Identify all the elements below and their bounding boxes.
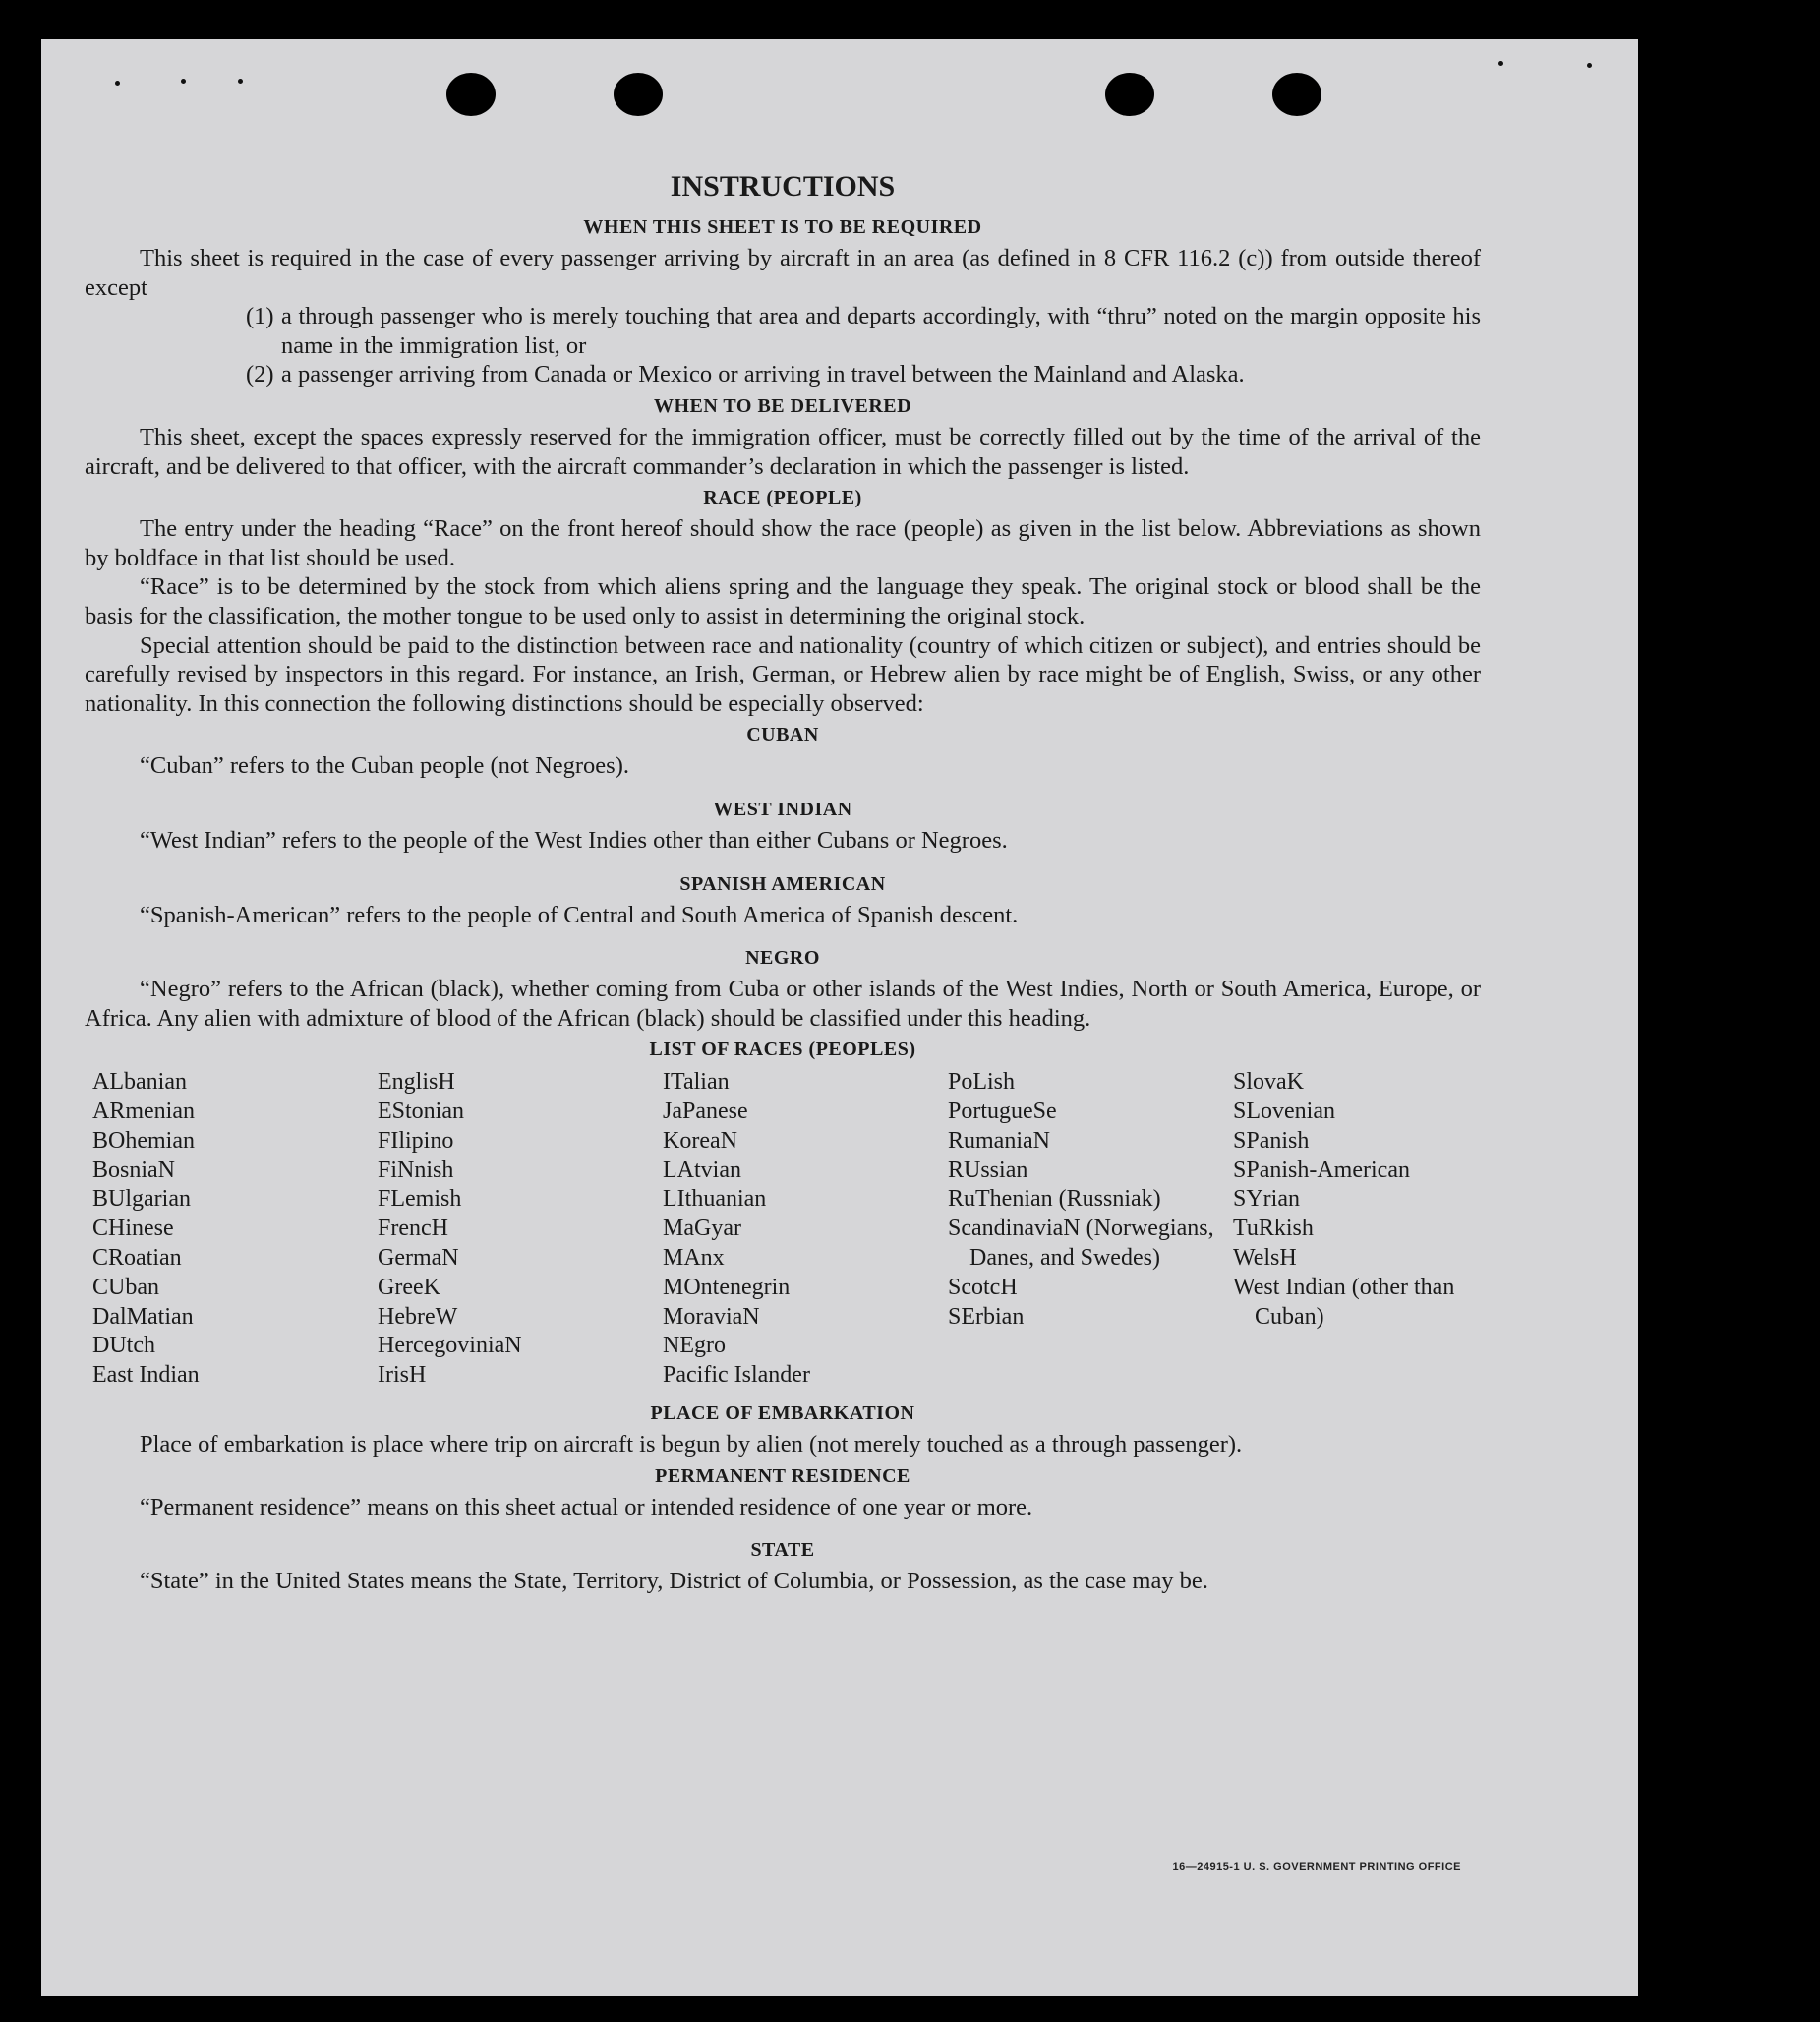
race-item: SYrian (1233, 1186, 1300, 1213)
race-item: ScotcH (948, 1274, 1018, 1300)
punch-hole (1105, 73, 1154, 116)
cuban-text: “Cuban” refers to the Cuban people (not Negroes). (140, 752, 629, 780)
residence-text: “Permanent residence” means on this sheet actual or intended residence of one year or more. (140, 1493, 1033, 1520)
punch-hole (1272, 73, 1321, 116)
heading-spanish-american: SPANISH AMERICAN (679, 872, 886, 895)
race-item: FIlipino (378, 1127, 454, 1154)
race-item: EnglisH (378, 1069, 455, 1096)
required-intro: This sheet is required in the case of every passenger arriving by aircraft in an area (as defined in 8 CFR 116.2 (c)) from outside thereof except (85, 245, 1481, 301)
race-item: LIthuanian (663, 1186, 767, 1213)
race-item: GreeK (378, 1274, 440, 1300)
race-item: SPanish-American (1233, 1157, 1410, 1183)
heading-when-required: WHEN THIS SHEET IS TO BE REQUIRED (583, 216, 982, 238)
race-item: CUban (92, 1274, 159, 1300)
race-item: FiNnish (378, 1157, 454, 1183)
race-item: LAtvian (663, 1157, 741, 1183)
race-item: BosniaN (92, 1157, 175, 1183)
race-item: SlovaK (1233, 1069, 1304, 1096)
embarkation-text: Place of embarkation is place where trip on aircraft is begun by alien (not merely touched as a through passenger). (140, 1431, 1243, 1458)
speck (181, 79, 186, 84)
race-item: MAnx (663, 1245, 725, 1272)
races-column (1233, 1068, 1498, 1391)
delivered-text: This sheet, except the spaces expressly reserved for the immigration officer, must be correctly filled out by the time of the arrival of the aircraft, and be delivered to that officer, with the aircraft commander’s declaration in which the passenger is listed. (85, 423, 1481, 480)
race-paragraph-1: The entry under the heading “Race” on the front hereof should show the race (people) as given in the list below. Abbreviations as shown by boldface in that list should be used. (85, 515, 1481, 571)
race-item: CHinese (92, 1216, 174, 1242)
speck (1498, 61, 1503, 66)
print-office-footer: 16—24915-1 U. S. GOVERNMENT PRINTING OFFICE (1172, 1861, 1461, 1873)
state-text: “State” in the United States means the State, Territory, District of Columbia, or Possession, as the case may be. (140, 1568, 1208, 1595)
race-item: PortugueSe (948, 1099, 1057, 1125)
race-paragraph-2: “Race” is to be determined by the stock from which aliens spring and the language they speak. The original stock or blood shall be the basis for the classification, the mother tongue to be used only to assist in determining the original stock. (85, 573, 1481, 629)
races-column (948, 1068, 1233, 1391)
race-item: WelsH (1233, 1245, 1297, 1272)
race-item: RUssian (948, 1157, 1028, 1183)
heading-west-indian: WEST INDIAN (713, 798, 852, 820)
race-item: MOntenegrin (663, 1274, 791, 1300)
page-title: INSTRUCTIONS (670, 170, 896, 203)
race-item: TuRkish (1233, 1216, 1314, 1242)
race-item: DalMatian (92, 1303, 194, 1330)
speck (1587, 63, 1592, 68)
document-sheet (41, 39, 1638, 1996)
speck (115, 81, 120, 86)
heading-negro: NEGRO (745, 947, 820, 970)
required-item-2: (2) a passenger arriving from Canada or Mexico or arriving in travel between the Mainland and Alaska. (246, 361, 1245, 388)
race-item: DUtch (92, 1333, 155, 1359)
heading-race: RACE (PEOPLE) (703, 487, 862, 509)
race-item: JaPanese (663, 1099, 748, 1125)
heading-cuban: CUBAN (746, 724, 819, 746)
race-item: ARmenian (92, 1099, 195, 1125)
race-item: SErbian (948, 1303, 1025, 1330)
spanish-american-text: “Spanish-American” refers to the people of Central and South America of Spanish descent. (140, 901, 1019, 928)
race-item: IrisH (378, 1362, 427, 1389)
race-item: FLemish (378, 1186, 462, 1213)
race-item: NEgro (663, 1333, 726, 1359)
race-item: Pacific Islander (663, 1362, 810, 1389)
race-item: SPanish (1233, 1127, 1310, 1154)
race-item: KoreaN (663, 1127, 737, 1154)
punch-hole (614, 73, 663, 116)
race-item: EStonian (378, 1099, 464, 1125)
race-item: BUlgarian (92, 1186, 191, 1213)
race-item: PoLish (948, 1069, 1016, 1096)
races-column (378, 1068, 663, 1391)
race-item: CRoatian (92, 1245, 182, 1272)
punch-hole (446, 73, 496, 116)
speck (238, 79, 243, 84)
required-item-1: (1) a through passenger who is merely touching that area and departs accordingly, with “thru” noted on the margin opposite his name in the immigration list, or (246, 303, 1481, 359)
heading-when-delivered: WHEN TO BE DELIVERED (653, 394, 912, 417)
race-item: FrencH (378, 1216, 448, 1242)
race-item: GermaN (378, 1245, 459, 1272)
race-item: BOhemian (92, 1127, 195, 1154)
west-indian-text: “West Indian” refers to the people of the West Indies other than either Cubans or Negroes. (140, 826, 1008, 854)
heading-list-of-races: LIST OF RACES (PEOPLES) (649, 1039, 916, 1061)
race-item: SLovenian (1233, 1099, 1335, 1125)
race-item: RumaniaN (948, 1127, 1050, 1154)
race-item: ScandinaviaN (Norwegians, Danes, and Swedes) (948, 1216, 1214, 1272)
negro-text: “Negro” refers to the African (black), whether coming from Cuba or other islands of the West Indies, North or South America, Europe, or Africa. Any alien with admixture of blood of the African (black) should be classified under this heading. (85, 976, 1481, 1032)
heading-place-of-embarkation: PLACE OF EMBARKATION (650, 1402, 915, 1425)
races-column (663, 1068, 948, 1391)
heading-state: STATE (750, 1539, 815, 1562)
heading-permanent-residence: PERMANENT RESIDENCE (655, 1464, 910, 1487)
race-item: ITalian (663, 1069, 730, 1096)
races-column (92, 1068, 378, 1391)
race-item: MoraviaN (663, 1303, 760, 1330)
races-list (92, 1068, 1481, 1391)
race-item: ALbanian (92, 1069, 187, 1096)
race-item: MaGyar (663, 1216, 741, 1242)
race-item: HercegoviniaN (378, 1333, 522, 1359)
instructions-content (85, 167, 1481, 1596)
race-paragraph-3: Special attention should be paid to the distinction between race and nationality (country of which citizen or subject), and entries should be carefully revised by inspectors in this regard. For instance, an Irish, German, or Hebrew alien by race might be of English, Swiss, or any other nationality. In this connection the following distinctions should be especially observed: (85, 631, 1481, 717)
race-item: RuThenian (Russniak) (948, 1186, 1161, 1213)
race-item: East Indian (92, 1362, 200, 1389)
race-item: HebreW (378, 1303, 458, 1330)
race-item: West Indian (other than Cuban) (1233, 1274, 1455, 1330)
